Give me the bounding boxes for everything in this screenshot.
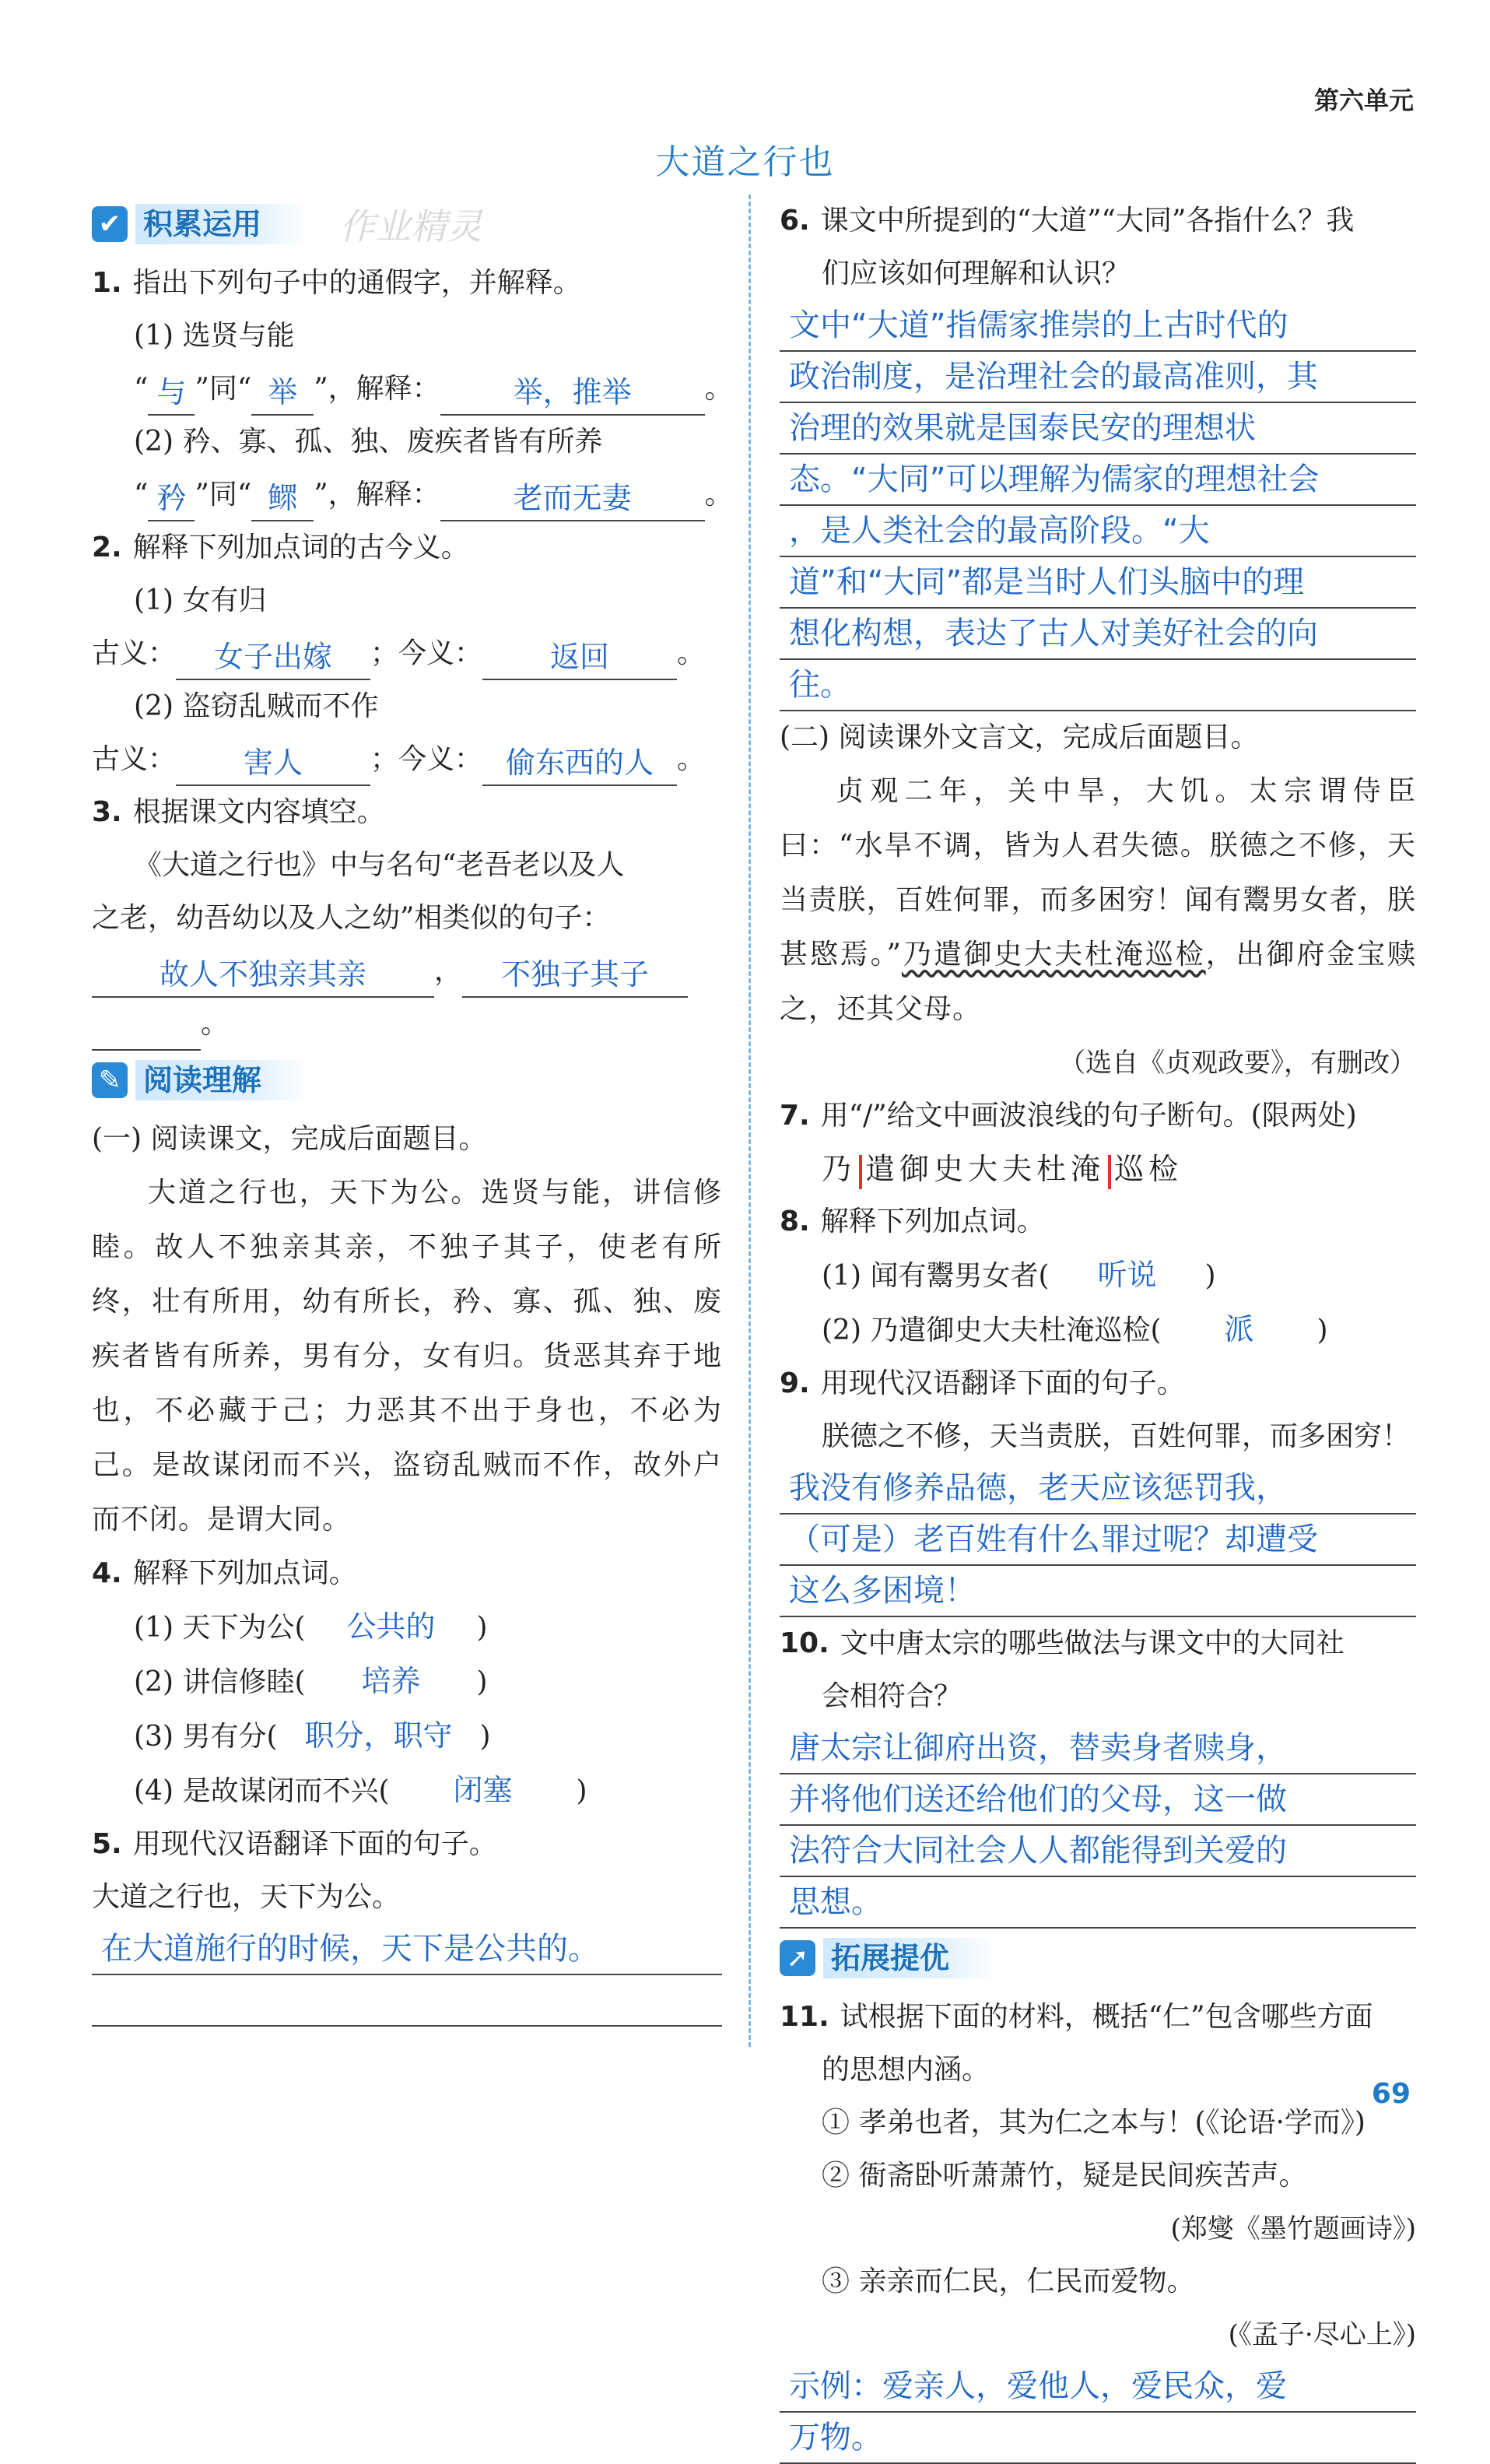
lesson-title: 大道之行也 (655, 142, 835, 182)
question-3: 3. 根据课文内容填空。 (92, 796, 385, 828)
q3-answer: 故人不独亲其亲 ， 不独子其子 (92, 945, 722, 998)
answer-field[interactable]: 返回 (482, 635, 677, 680)
question-6: 6. 课文中所提到的“大道”“大同”各指什么？我 (780, 205, 1355, 237)
q11-prompt: 的思想内涵。 (822, 2054, 990, 2086)
q9-sentence: 朕德之不修，天当责朕，百姓何罪，而多困穷！ (822, 1420, 1411, 1452)
q1-answer-1: “ 与 ”同“ 举 ”，解释： 举，推举 。 (92, 363, 722, 416)
question-1: 1. 指出下列句子中的通假字，并解释。 (92, 267, 581, 299)
answer-line[interactable]: 在大道施行的时候，天下是公共的。 (92, 1924, 722, 1975)
q6-prompt: 们应该如何理解和认识？ (822, 258, 1131, 290)
section-title: 阅读理解 (135, 1060, 308, 1100)
reading-1-intro: (一) 阅读课文，完成后面题目。 (92, 1123, 487, 1155)
question-7: 7. 用“/”给文中画波浪线的句子断句。(限两处) (780, 1100, 1357, 1132)
check-icon: ✔ (92, 206, 128, 242)
q11-material: ② 衙斋卧听萧萧竹，疑是民间疾苦声。 (822, 2160, 1307, 2192)
q1-sentence-1: (1) 选贤与能 (134, 320, 295, 352)
q5-sentence: 大道之行也，天下为公。 (92, 1881, 401, 1913)
question-9: 9. 用现代汉语翻译下面的句子。 (780, 1367, 1185, 1399)
q2-sentence-2: (2) 盗窃乱贼而不作 (134, 690, 379, 722)
q8-item: (2) 乃遣御史大夫杜淹巡检( 派 ) (780, 1303, 1416, 1357)
section-header-reading (92, 1055, 722, 1105)
q3-text: 之老，幼吾幼以及人之幼”相类似的句子： (92, 902, 611, 934)
question-5: 5. 用现代汉语翻译下面的句子。 (92, 1828, 497, 1860)
q2-answer-2: 古义： 害人 ；今义： 偷东西的人 。 (92, 733, 722, 786)
answer-field[interactable]: 听说 (1097, 1258, 1157, 1292)
question-4: 4. 解释下列加点词。 (92, 1557, 357, 1589)
section-title: 拓展提优 (823, 1938, 996, 1978)
question-2: 2. 解释下列加点词的古今义。 (92, 532, 469, 563)
reading-2-source: （选自《贞观政要》，有删改） (1059, 1048, 1416, 1079)
pencil-icon: ✎ (92, 1062, 128, 1098)
answer-field[interactable]: 举，推举 (440, 370, 705, 416)
q11-source: (郑燮《墨竹题画诗》) (1170, 2213, 1416, 2245)
q1-sentence-2: (2) 矜、寡、孤、独、废疾者皆有所养 (134, 426, 603, 458)
unit-label: 第六单元 (1313, 86, 1414, 115)
section-header-accumulate (92, 199, 722, 249)
q8-item: (1) 闻有鬻男女者( 听说 ) (780, 1248, 1416, 1303)
q4-item: (2) 讲信修睦( 培养 ) (92, 1655, 722, 1709)
answer-field[interactable]: 偷东西的人 (482, 741, 677, 786)
q3-answer-tail: 。 (92, 998, 722, 1051)
section-title: 积累运用 (135, 204, 308, 244)
reading-2-intro: (二) 阅读课外文言文，完成后面题目。 (780, 721, 1259, 753)
answer-line[interactable]: 文中“大道”指儒家推崇的上古时代的 (780, 300, 1416, 352)
question-11: 11. 试根据下面的材料，概括“仁”包含哪些方面 (780, 2001, 1373, 2033)
answer-field[interactable]: 培养 (361, 1664, 421, 1698)
answer-line[interactable]: 并将他们送还给他们的父母，这一做 (780, 1774, 1416, 1826)
slash-mark (1108, 1155, 1111, 1189)
answer-line[interactable]: 治理的效果就是国泰民安的理想状 (780, 403, 1416, 455)
answer-line[interactable]: ，是人类社会的最高阶段。“大 (780, 506, 1416, 557)
answer-line[interactable]: 万物。 (780, 2413, 1416, 2464)
answer-field[interactable]: 与 (148, 370, 195, 416)
answer-line[interactable]: 思想。 (780, 1877, 1416, 1929)
answer-line[interactable]: 这么多困境！ (780, 1566, 1416, 1617)
answer-field[interactable]: 故人不独亲其亲 (92, 953, 434, 998)
answer-line[interactable]: 道”和“大同”都是当时人们头脑中的理 (780, 557, 1416, 609)
answer-field[interactable]: 老而无妻 (440, 476, 705, 521)
slash-mark (859, 1155, 862, 1189)
left-column (92, 195, 733, 2027)
right-column (780, 195, 1416, 2464)
column-divider (749, 195, 751, 2047)
answer-field[interactable]: 鳏 (251, 476, 314, 521)
question-8: 8. 解释下列加点词。 (780, 1206, 1045, 1237)
answer-line[interactable]: 想化构想，表达了古人对美好社会的向 (780, 609, 1416, 660)
answer-line[interactable]: （可是）老百姓有什么罪过呢？却遭受 (780, 1515, 1416, 1566)
q7-answer[interactable]: 乃 遣御史大夫杜淹 巡检 (780, 1142, 1416, 1195)
answer-field[interactable]: 女子出嫁 (176, 635, 370, 680)
answer-field[interactable]: 闭塞 (453, 1773, 513, 1807)
answer-field[interactable]: 公共的 (346, 1609, 436, 1644)
q11-source: (《孟子·尽心上》) (1228, 2319, 1416, 2350)
answer-field[interactable]: 矜 (148, 476, 195, 521)
answer-field[interactable]: 害人 (176, 741, 370, 786)
q4-item: (1) 天下为公( 公共的 ) (92, 1600, 722, 1655)
answer-line[interactable] (92, 1975, 722, 2027)
page-number: 69 (1371, 2078, 1411, 2110)
reading-2-passage: 贞观二年，关中旱，大饥。太宗谓侍臣曰：“水旱不调，皆为人君失德。朕德之不修，天当责朕，百姓何罪，而多困穷！闻有鬻男女者，朕甚愍焉。”乃遣御史大夫杜淹巡检，出御府金宝赎之，还其父母。 (780, 775, 1416, 1025)
q2-sentence-1: (1) 女有归 (134, 584, 267, 616)
answer-line[interactable]: 唐太宗让御府出资，替卖身者赎身， (780, 1723, 1416, 1774)
reading-1-passage: 大道之行也，天下为公。选贤与能，讲信修睦。故人不独亲其亲，不独子其子，使老有所终，壮有所用，幼有所长，矜、寡、孤、独、废疾者皆有所养，男有分，女有归。货恶其弃于地也，不必藏于己；力恶其不出于身也，不必为己。是故谋闭而不兴，盗窃乱贼而不作，故外户而不闭。是谓大同。 (92, 1177, 722, 1536)
rocket-icon: ➚ (780, 1940, 815, 1976)
q4-item: (3) 男有分( 职分，职守 ) (92, 1709, 722, 1764)
q4-item: (4) 是故谋闭而不兴( 闭塞 ) (92, 1764, 722, 1818)
answer-line[interactable]: 政治制度，是治理社会的最高准则，其 (780, 352, 1416, 403)
q2-answer-1: 古义： 女子出嫁 ；今义： 返回 。 (92, 627, 722, 680)
answer-field[interactable] (92, 1049, 201, 1051)
answer-line[interactable]: 我没有修养品德，老天应该惩罚我， (780, 1463, 1416, 1515)
answer-field[interactable]: 派 (1224, 1312, 1254, 1346)
q3-text: 《大道之行也》中与名句“老吾老以及人 (134, 849, 625, 881)
section-header-extend (780, 1933, 1416, 1983)
q11-material: ③ 亲亲而仁民，仁民而爱物。 (822, 2266, 1195, 2297)
question-10: 10. 文中唐太宗的哪些做法与课文中的大同社 (780, 1627, 1345, 1659)
answer-field[interactable]: 职分，职守 (304, 1718, 453, 1753)
watermark: 作业精灵 (339, 205, 483, 247)
answer-line[interactable]: 往。 (780, 660, 1416, 711)
answer-field[interactable]: 不独子其子 (462, 953, 688, 998)
answer-line[interactable]: 示例：爱亲人，爱他人，爱民众，爱 (780, 2361, 1416, 2413)
answer-field[interactable]: 举 (251, 370, 314, 416)
q10-prompt: 会相符合？ (822, 1680, 962, 1712)
answer-line[interactable]: 态。“大同”可以理解为儒家的理想社会 (780, 455, 1416, 506)
answer-line[interactable]: 法符合大同社会人人都能得到关爱的 (780, 1826, 1416, 1877)
q11-material: ① 孝弟也者，其为仁之本与！(《论语·学而》) (822, 2107, 1366, 2139)
q1-answer-2: “ 矜 ”同“ 鳏 ”，解释： 老而无妻 。 (92, 469, 722, 521)
